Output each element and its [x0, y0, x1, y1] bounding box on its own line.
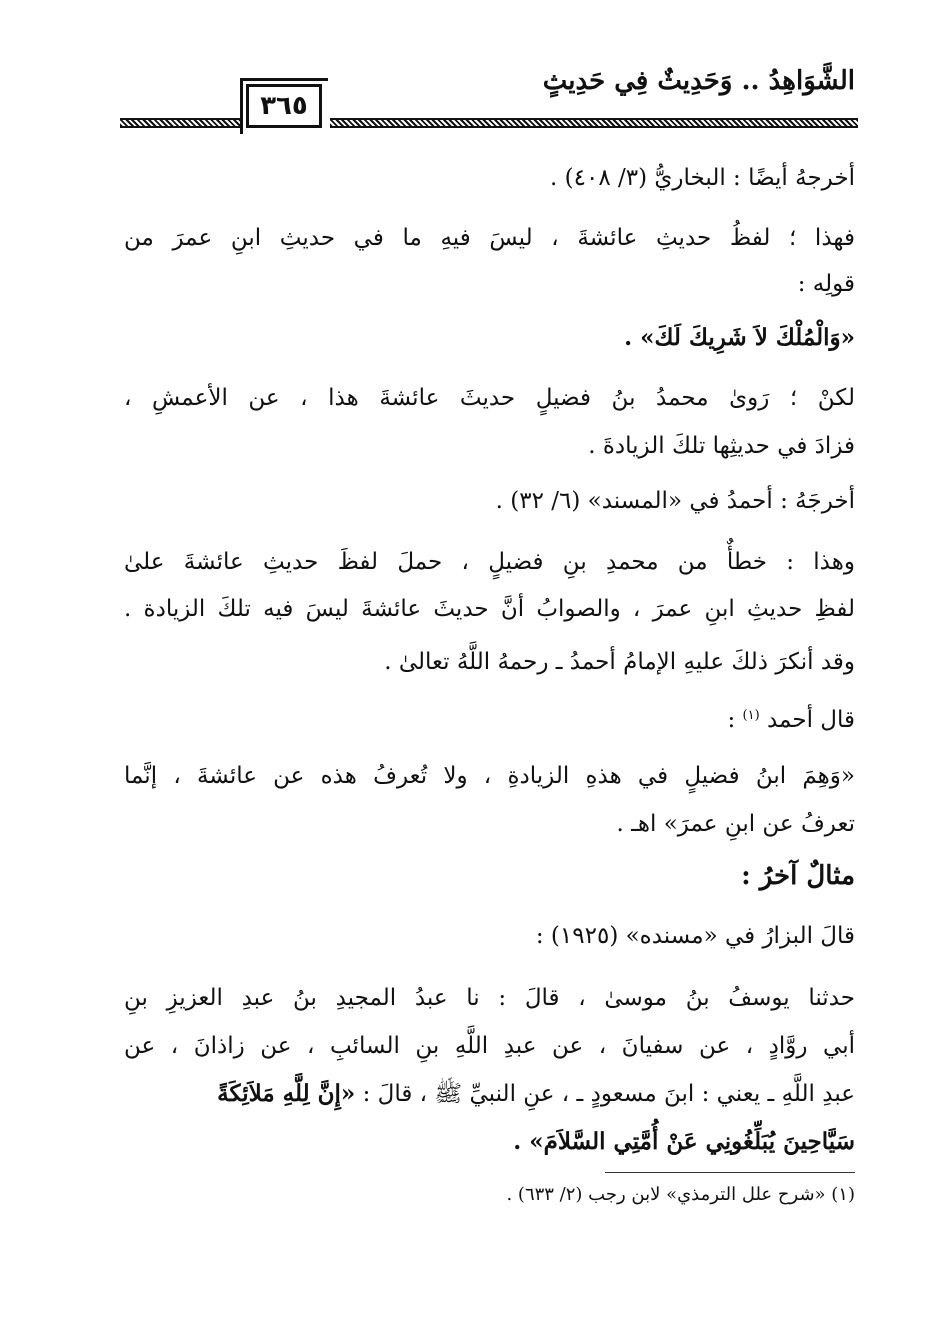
text-line-15: قالَ البزارُ في «مسنده» (١٩٢٥) : — [535, 923, 855, 949]
text-line-5: لكنْ ؛ رَوىٰ محمدُ بنُ فضيلٍ حديثَ عائشةَ هذا ، عن الأعمشِ ، — [124, 385, 855, 411]
text-line-1: أخرجهُ أيضًا : البخاريُّ (٣/ ٤٠٨) . — [550, 165, 855, 191]
text-line-11-main: قال أحمد — [766, 707, 855, 733]
running-title: الشَّوَاهِدُ .. وَحَدِيثٌ فِي حَدِيثٍ — [542, 66, 855, 96]
text-line-2: فهذا ؛ لفظُ حديثِ عائشةَ ، ليسَ فيهِ ما في حديثِ ابنِ عمرَ من — [124, 225, 855, 251]
text-line-13: تعرفُ عن ابنِ عمرَ» اهـ . — [616, 811, 855, 837]
footnote-text: (١) «شرح علل الترمذي» لابن رجب (٢/ ٦٣٣) . — [506, 1184, 855, 1205]
text-line-10: وقد أنكرَ ذلكَ عليهِ الإمامُ أحمدُ ـ رحمهُ اللَّهُ تعالىٰ . — [384, 649, 855, 675]
text-line-18-main: عبدِ اللَّهِ ـ يعني : ابنَ مسعودٍ ـ ، عنِ النبيِّ ﷺ ، قالَ : — [355, 1081, 855, 1107]
header-rule-right — [330, 118, 858, 128]
text-line-7: أخرجَهُ : أحمدُ في «المسند» (٦/ ٣٢) . — [495, 488, 855, 514]
text-line-16: حدثنا يوسفُ بنُ موسىٰ ، قالَ : نا عبدُ المجيدِ بنُ عبدِ العزيزِ بنِ — [124, 985, 855, 1011]
text-line-18 — [124, 1078, 855, 1110]
text-line-9: لفظِ حديثِ ابنِ عمرَ ، والصوابُ أنَّ حديثَ عائشةَ ليسَ فيه تلكَ الزيادة . — [124, 596, 855, 622]
text-line-3: قولِه : — [797, 271, 855, 297]
quote-line-4: «وَالْمُلْكَ لاَ شَرِيكَ لَكَ» . — [624, 324, 855, 351]
hadith-quote-start: «إِنَّ لِلَّهِ مَلاَئِكَةً — [217, 1080, 356, 1107]
text-line-11 — [727, 700, 855, 736]
footnote-ref: (١) — [742, 708, 760, 723]
text-line-8: وهذا : خطأٌ من محمدِ بنِ فضيلٍ ، حملَ لفظَ حديثِ عائشةَ علىٰ — [124, 549, 855, 575]
section-heading: مثالٌ آخرُ : — [741, 861, 855, 891]
footnote-rule — [605, 1172, 855, 1173]
hadith-quote-end: سَيَّاحِينَ يُبَلِّغُونِي عَنْ أُمَّتِي السَّلاَمَ» . — [513, 1128, 855, 1155]
text-line-11-end: : — [727, 707, 736, 733]
text-line-12: «وَهِمَ ابنُ فضيلٍ في هذهِ الزيادةِ ، ولا تُعرفُ هذه عن عائشةَ ، إنَّما — [124, 763, 855, 789]
header-rule-left — [120, 118, 240, 128]
text-line-6: فزادَ في حديثِها تلكَ الزيادةَ . — [588, 433, 855, 459]
page-number: ٣٦٥ — [246, 84, 322, 128]
text-line-17: أبي روَّادٍ ، عن سفيانَ ، عن عبدِ اللَّهِ بنِ السائبِ ، عن زاذانَ ، عن — [124, 1033, 855, 1059]
